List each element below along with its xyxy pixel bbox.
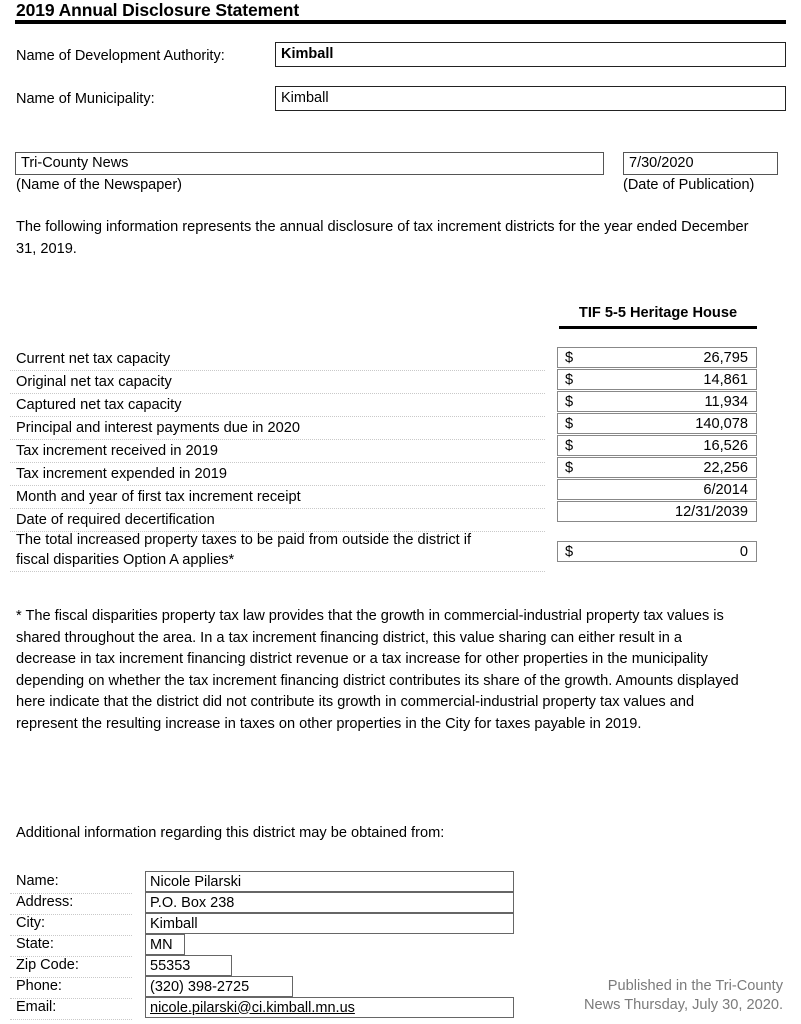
- currency-symbol: $: [565, 393, 574, 410]
- table-row: [557, 413, 757, 434]
- row-divider: [10, 370, 545, 371]
- row-divider: [10, 416, 545, 417]
- newspaper-name-input[interactable]: Tri-County News: [15, 152, 604, 175]
- table-row: [557, 347, 757, 368]
- contact-label-address: Address:: [16, 894, 74, 910]
- table-row-label: Original net tax capacity: [16, 374, 172, 390]
- cell-value: 140,078: [695, 415, 748, 432]
- table-row-label: Month and year of first tax increment receipt: [16, 489, 301, 505]
- cell-value: 16,526: [703, 437, 748, 454]
- contact-label-name: Name:: [16, 873, 59, 889]
- fiscal-disparities-value: [557, 541, 757, 562]
- contact-state-input[interactable]: MN: [145, 934, 185, 955]
- contact-zip-input[interactable]: 55353: [145, 955, 232, 976]
- row-divider: [10, 439, 545, 440]
- dev-authority-input[interactable]: Kimball: [275, 42, 786, 67]
- cell-value: 6/2014: [703, 481, 748, 498]
- contact-label-zip: Zip Code:: [16, 957, 79, 973]
- contact-label-email: Email:: [16, 999, 57, 1015]
- currency-symbol: $: [565, 459, 574, 476]
- table-row-label: Tax increment expended in 2019: [16, 466, 227, 482]
- published-note-line2: News Thursday, July 30, 2020.: [583, 997, 783, 1013]
- row-divider: [10, 462, 545, 463]
- contact-label-phone: Phone:: [16, 978, 62, 994]
- contact-intro: Additional information regarding this district may be obtained from:: [16, 825, 445, 841]
- municipality-label: Name of Municipality:: [16, 91, 155, 107]
- currency-symbol: $: [565, 371, 574, 388]
- contact-email-input[interactable]: [145, 997, 514, 1018]
- currency-symbol: $: [565, 543, 574, 560]
- publication-date-caption: (Date of Publication): [623, 177, 755, 193]
- published-note-line1: Published in the Tri-County: [607, 978, 783, 994]
- contact-name-input[interactable]: Nicole Pilarski: [145, 871, 514, 892]
- contact-address-input[interactable]: P.O. Box 238: [145, 892, 514, 913]
- cell-value: 0: [739, 543, 748, 560]
- title-divider: [15, 20, 786, 24]
- contact-row-divider: [10, 1019, 132, 1020]
- row-divider: [10, 485, 545, 486]
- row-divider: [10, 571, 545, 572]
- currency-symbol: $: [565, 437, 574, 454]
- cell-value: 26,795: [703, 349, 748, 366]
- table-row: [557, 479, 757, 500]
- fiscal-disparities-label-line1: The total increased property taxes to be paid from outside the district if: [16, 532, 472, 548]
- table-row-label: Captured net tax capacity: [16, 397, 182, 413]
- currency-symbol: $: [565, 349, 574, 366]
- table-row: [557, 391, 757, 412]
- fiscal-disparities-label-line2: fiscal disparities Option A applies*: [16, 552, 235, 568]
- page-title: 2019 Annual Disclosure Statement: [16, 0, 300, 20]
- row-divider: [10, 508, 545, 509]
- cell-value: 22,256: [703, 459, 748, 476]
- cell-value: 14,861: [703, 371, 748, 388]
- municipality-input[interactable]: Kimball: [275, 86, 786, 111]
- intro-paragraph: The following information represents the annual disclosure of tax increment districts for the year ended December 31, 2019.: [16, 219, 749, 257]
- fiscal-disparities-footnote: * The fiscal disparities property tax law provides that the growth in commercial-industrial property tax values is shared throughout the area. In a tax increment financing district, this value sharing can either result in a decrease in tax increment financing district revenue or a tax increase for other properties in the municipality depending on whether the tax increment financing district contributes its share of the growth. Amounts displayed here indicate that the district did not contribute its growth in commercial-industrial property tax values and represent the resulting increase in taxes on other properties in the City for taxes payable in 2019.: [16, 608, 739, 732]
- newspaper-caption: (Name of the Newspaper): [16, 177, 183, 193]
- cell-value: 11,934: [704, 393, 748, 410]
- tif-column-header-rule: [559, 326, 757, 329]
- published-note: [523, 977, 783, 1015]
- table-row: [557, 435, 757, 456]
- contact-phone-input[interactable]: (320) 398-2725: [145, 976, 293, 997]
- cell-value: 12/31/2039: [674, 503, 748, 520]
- currency-symbol: $: [565, 415, 574, 432]
- table-row-label: Tax increment received in 2019: [16, 443, 218, 459]
- table-row: [557, 501, 757, 522]
- publication-date-input[interactable]: 7/30/2020: [623, 152, 778, 175]
- email-link[interactable]: nicole.pilarski@ci.kimball.mn.us: [150, 999, 355, 1016]
- contact-label-state: State:: [16, 936, 54, 952]
- contact-label-city: City:: [16, 915, 45, 931]
- table-row: [557, 369, 757, 390]
- row-divider: [10, 393, 545, 394]
- dev-authority-label: Name of Development Authority:: [16, 48, 225, 64]
- contact-city-input[interactable]: Kimball: [145, 913, 514, 934]
- table-row-label: Current net tax capacity: [16, 351, 171, 367]
- table-row-label: Principal and interest payments due in 2020: [16, 420, 300, 436]
- table-row-label: Date of required decertification: [16, 512, 215, 528]
- table-row: [557, 457, 757, 478]
- tif-column-header: TIF 5-5 Heritage House: [578, 305, 738, 321]
